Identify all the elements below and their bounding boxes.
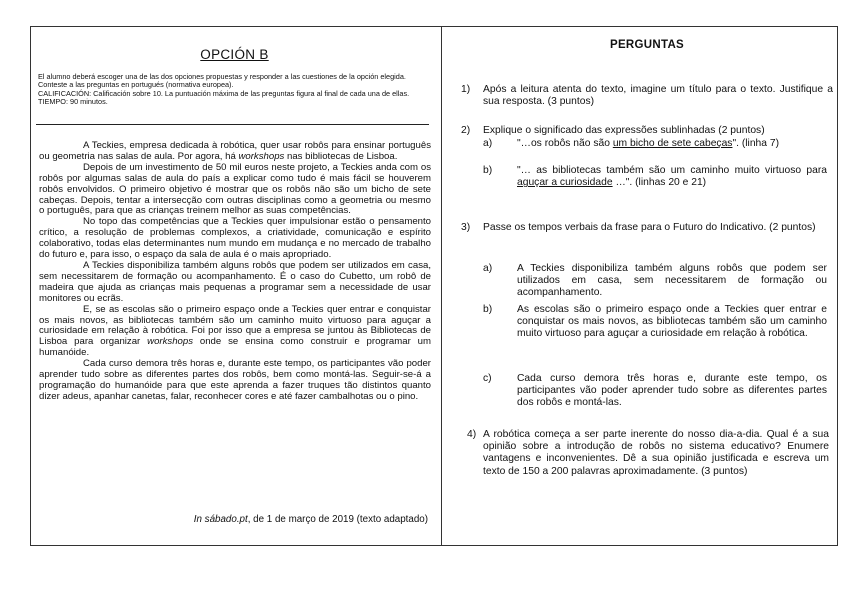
column-divider: [441, 27, 442, 545]
source-citation: In sábado.pt, de 1 de março de 2019 (texto adaptado): [193, 514, 428, 525]
question-2: 2) Explique o significado das expressões sublinhadas (2 puntos): [461, 125, 765, 136]
question-2b: b) "… as bibliotecas também são um caminho muito virtuoso para aguçar a curiosidade …". (linhas 20 e 21): [483, 165, 827, 189]
paragraph-5: E, se as escolas são o primeiro espaço onde a Teckies quer entrar e conquistar os mais novos, as bibliotecas também são um caminho muito virtuoso para aguçar a curiosidade em relação à robótica. Foi por isso que a empresa se juntou às Bibliotecas de Lisboa para organizar workshops onde se ensina como construir e programar um humanóide.: [39, 303, 432, 359]
question-3c: c) Cada curso demora três horas e, durante este tempo, os participantes vão poder aprender tudo sobre as diferentes partes dos robôs e montá-las.: [483, 373, 827, 409]
option-title: OPCIÓN B: [200, 47, 269, 62]
questions-title: PERGUNTAS: [609, 39, 685, 51]
paragraph-1: A Teckies, empresa dedicada à robótica, quer usar robôs para ensinar português ou geometria nas salas de aula. Por agora, há workshops nas bibliotecas de Lisboa.: [39, 140, 431, 162]
question-3b: b) As escolas são o primeiro espaço onde a Teckies quer entrar e conquistar os mais novos, as bibliotecas também são um caminho muito virtuoso para aguçar a curiosidade em relação à robótica.: [483, 304, 827, 340]
question-4: 4) A robótica começa a ser parte inerente do nosso dia-a-dia. Qual é a sua opinião sobre a introdução de robôs no sistema educativo? Enumere vantagens e inconvenientes. Dê a sua opinião justificada e escreva um texto de 150 a 200 palavras aproximadamente. (3 puntos): [467, 429, 829, 477]
paragraph-4: A Teckies disponibiliza também alguns robôs que podem ser utilizados em casa, sem necessitarem de formação ou acompanhamento. É o caso do Cubetto, um robô de madeira que ajuda as crianças mais pequenas a programar sem a necessidade de usar monitores ou ecrãs.: [39, 259, 431, 304]
question-1: 1) Após a leitura atenta do texto, imagine um título para o texto. Justifique a sua resposta. (3 puntos): [461, 84, 833, 108]
paragraph-2: Depois de um investimento de 50 mil euros neste projeto, a Teckies anda com os robôs por algumas salas de aula do país a explicar como tudo é mais fácil se houverem robôs envolvidos. O primeiro objetivo é mostrar que os robôs não são um bicho de sete cabeças. Depois, tentar a intersecção com outras disciplinas como a geometria ou mesmo o português, para que as crianças treinem melhor as suas competências.: [39, 161, 431, 217]
instructions: [38, 73, 433, 107]
paragraph-6: Cada curso demora três horas e, durante este tempo, os participantes vão poder aprender tudo sobre as diferentes partes dos robôs, bem como montá-las. Seguir-se-á a programação do humanóide para que este aprenda a fazer truques tão distintos quanto dizer adeus, apanhar canetas, falar, reconhecer cores e até fazer cambalhotas ou o pino.: [39, 358, 431, 402]
question-3a: a) A Teckies disponibiliza também alguns robôs que podem ser utilizados em casa, sem necessitarem de formação ou acompanhamento.: [483, 263, 827, 299]
question-2a: a) "…os robôs não são um bicho de sete cabeças". (linha 7): [483, 138, 780, 149]
separator-rule: [36, 124, 429, 125]
question-3: 3) Passe os tempos verbais da frase para o Futuro do Indicativo. (2 puntos): [461, 222, 816, 233]
grading-line: CALIFICACIÓN: Calificación sobre 10. La puntuación máxima de las preguntas figura al final de cada una de ellas. TIEMPO: 90 minutos.: [38, 88, 410, 107]
article-text: [39, 141, 431, 403]
exam-frame: [30, 26, 838, 546]
instructions-line: El alumno deberá escoger una de las dos opciones propuestas y responder a las cuestiones de la opción elegida. Conteste a las preguntas en portugués (normativa europea).: [38, 72, 406, 90]
paragraph-3: No topo das competências que a Teckies quer impulsionar estão o pensamento crítico, a resolução de problemas complexos, a criatividade, comunicação e espírito colaborativo, todas elas determinantes num mundo em mudança e no mercado de trabalho do futuro e, para isso, o espaço da sala de aula é o mais apropriado.: [39, 216, 431, 261]
